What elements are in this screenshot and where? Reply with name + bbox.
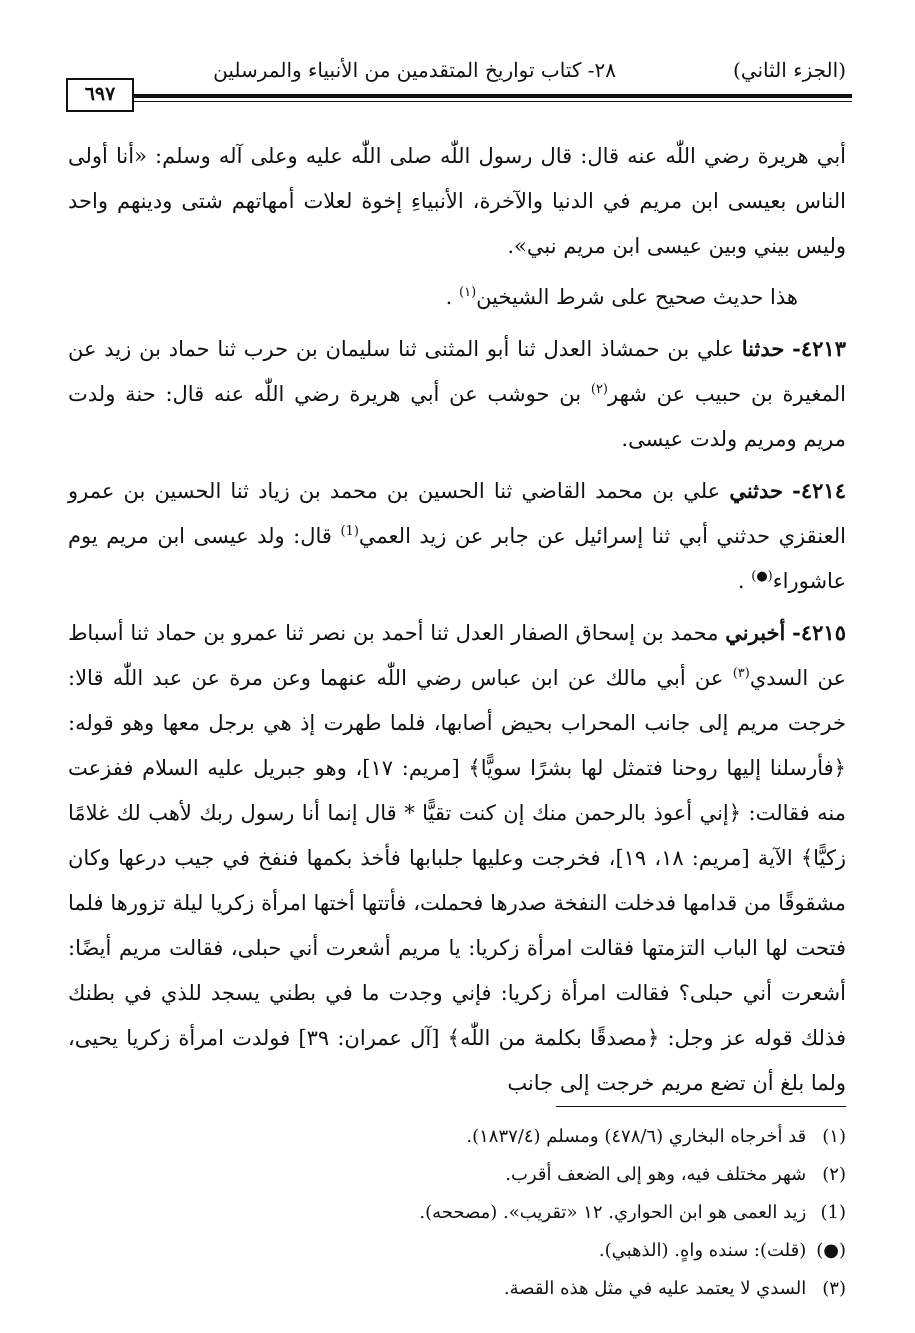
paragraph-text: قال: ولد عيسى ابن مريم يوم عاشوراء <box>68 524 846 593</box>
footnote-mark: (٣) <box>822 1278 846 1299</box>
paragraph-text: علي بن حمشاذ العدل ثنا أبو المثنى ثنا سليمان بن حرب ثنا حماد بن زيد عن المغيرة بن حبيب عن شهر <box>68 337 846 406</box>
paragraph-text: أبي هريرة رضي اللّٰه عنه قال: قال رسول اللّٰه صلى اللّٰه عليه وعلى آله وسلم: «أنا أولى الناس بعيسى ابن مريم في الدنيا والآخرة، الأنبياءِ إخوة لعلات أمهاتهم شتى ودينهم واحد وليس بيني وبين عيسى ابن مريم نبي». <box>68 144 846 258</box>
hadith-4214 <box>68 468 846 604</box>
footnote-text: (قلت): سنده واهٍ. (الذهبي). <box>598 1240 807 1261</box>
running-header <box>62 50 852 105</box>
footnote-ref: (●) <box>751 569 773 584</box>
hadith-4213 <box>68 326 846 462</box>
footnotes <box>68 1118 846 1308</box>
footnote-ref: (١) <box>459 285 477 300</box>
main-text <box>68 134 846 1112</box>
footnote <box>68 1194 846 1232</box>
hadith-keyword: حدثنا <box>741 336 785 361</box>
footnote-mark: (٢) <box>822 1164 846 1185</box>
page-number: ٦٩٧ <box>66 78 134 112</box>
paragraph-text: علي بن محمد القاضي ثنا الحسين بن محمد بن زياد ثنا الحسين بن عمرو العنقزي حدثني أبي ثنا إسرائيل عن جابر عن زيد العمي <box>68 479 846 548</box>
paragraph <box>68 134 846 269</box>
footnote-text: السدي لا يعتمد عليه في مثل هذه القصة. <box>503 1278 807 1299</box>
paragraph-text: هذا حديث صحيح على شرط الشيخين <box>476 285 798 309</box>
footnote-ref: (1) <box>340 524 359 539</box>
header-rule-thin <box>134 101 852 102</box>
paragraph-text: عن أبي مالك عن ابن عباس رضي اللّٰه عنهما وعن مرة عن عبد اللّٰه قالا: خرجت مريم إلى جانب المحراب بحيض أصابها، فلما طهرت إذ هي برجل معها وهو قوله: ﴿فأرسلنا إليها روحنا فتمثل لها بشرًا سويًّا﴾ [مريم: ١٧]، وهو جبريل عليه السلام ففزعت منه فقالت: ﴿إني أعوذ بالرحمن منك إن كنت تقيًّا * قال إنما أنا رسول ربك لأهب لك غلامًا زكيًّا﴾ الآية [مريم: ١٨، ١٩]، فخرجت وعليها جلبابها فأخذ بكمها فنفخ في جيب درعها وكان مشقوقًا من قدامها فدخلت النفخة صدرها فحملت، فأتتها أختها امرأة زكريا ليلة تزورها فلما فتحت لها الباب التزمتها فقالت امرأة زكريا: يا مريم أشعرت أني حبلى، فقالت مريم أيضًا: أشعرت أني حبلى؟ فقالت امرأة زكريا: فإني وجدت ما في بطني يسجد للذي في بطنك فذلك قوله عز وجل: ﴿مصدقًا بكلمة من اللّٰه﴾ [آل عمران: ٣٩] فولدت امرأة زكريا يحيى، ولما بلغ أن تضع مريم خرجت إلى جانب <box>68 666 847 1095</box>
hadith-number: ٤٢١٣- <box>792 336 846 361</box>
hadith-4215 <box>68 610 846 1106</box>
header-rule-thick <box>134 94 852 98</box>
chapter-title: ٢٨- كتاب تواريخ المتقدمين من الأنبياء والمرسلين <box>213 58 616 82</box>
hadith-keyword: حدثني <box>729 478 784 503</box>
paragraph-text: محمد بن إسحاق الصفار العدل ثنا أحمد بن نصر ثنا عمرو بن حماد ثنا أسباط عن السدي <box>68 621 846 690</box>
hadith-keyword: أخبرني <box>725 620 786 645</box>
footnote <box>68 1118 846 1156</box>
footnote-text: شهر مختلف فيه، وهو إلى الضعف أقرب. <box>505 1164 807 1185</box>
footnote-ref: (٣) <box>732 666 750 681</box>
document-page <box>62 50 852 1320</box>
footnote <box>68 1156 846 1194</box>
footnote <box>68 1270 846 1308</box>
footnote-mark: (●) <box>816 1240 846 1261</box>
paragraph-text: بن حوشب عن أبي هريرة رضي اللّٰه عنه قال: حنة ولدت مريم ومريم ولدت عيسى. <box>68 382 846 451</box>
paragraph-text: . <box>445 285 453 309</box>
hadith-number: ٤٢١٥- <box>792 620 846 645</box>
footnote-mark: (١) <box>822 1126 846 1147</box>
footnote-text: قد أخرجاه البخاري (٤٧٨/٦) ومسلم (١٨٣٧/٤). <box>466 1126 807 1147</box>
paragraph <box>68 275 846 320</box>
hadith-number: ٤٢١٤- <box>792 478 846 503</box>
footnote-mark: (1) <box>820 1202 846 1223</box>
footnote-text: زيد العمى هو ابن الحواري. ١٢ «تقريب». (مصححه). <box>419 1202 807 1223</box>
footnote <box>68 1232 846 1270</box>
footnote-separator <box>556 1106 846 1107</box>
part-label: (الجزء الثاني) <box>733 58 846 82</box>
paragraph-text: . <box>737 569 745 593</box>
footnote-ref: (٢) <box>590 382 608 397</box>
